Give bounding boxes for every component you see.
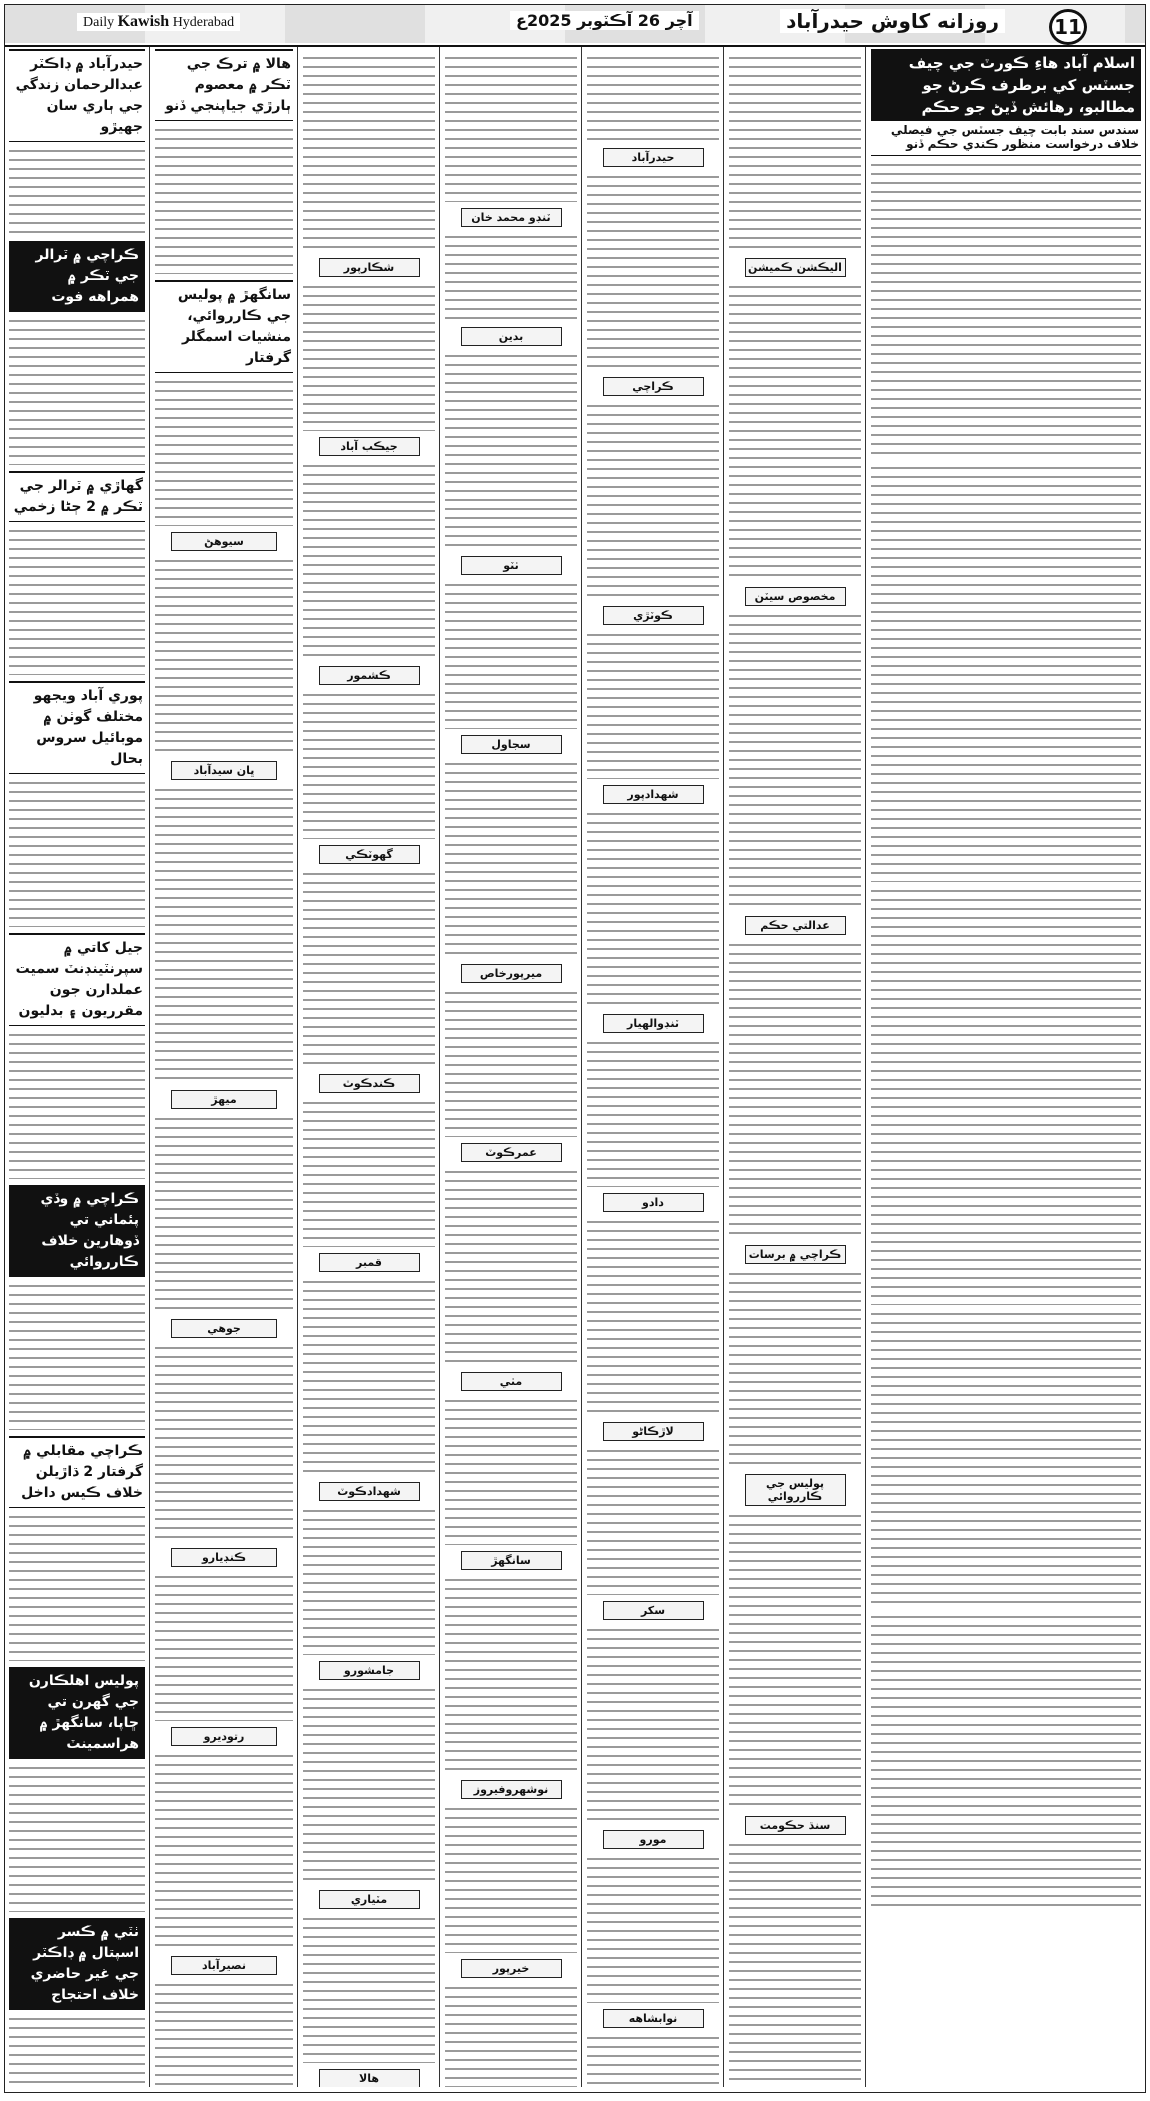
news-text bbox=[445, 1166, 577, 1366]
news-headline: ڪراچي مقابلي ۾ گرفتار 2 ڌاڙيلن خلاف ڪيس داخل bbox=[9, 1436, 145, 1508]
news-text bbox=[303, 52, 435, 252]
news-label: اليڪشن ڪميشن bbox=[745, 258, 846, 277]
column-6 bbox=[151, 47, 297, 2087]
news-headline: حيدرآباد ۾ ڊاڪٽر عبدالرحمان زندگي جي ٻاري سان جهيڙو bbox=[9, 49, 145, 142]
column-7 bbox=[5, 47, 149, 2087]
news-headline: ڪراچي ۾ وڏي پئماني تي ڏوهارين خلاف ڪارروائي bbox=[9, 1185, 145, 1277]
news-text bbox=[445, 1395, 577, 1545]
news-label: ٽنڊوالهيار bbox=[603, 1014, 704, 1033]
news-label: ڪشمور bbox=[319, 666, 420, 685]
news-text bbox=[445, 1574, 577, 1774]
news-headline: هالا ۾ ترڪ جي ٽڪر ۾ معصوم ٻارڙي جياپنجي ڏنو bbox=[155, 49, 293, 121]
news-text bbox=[445, 350, 577, 550]
english-prefix: Daily bbox=[83, 15, 115, 30]
news-label: خيرپور bbox=[461, 1959, 562, 1978]
news-text bbox=[303, 1276, 435, 1476]
news-label: جامشورو bbox=[319, 1661, 420, 1680]
column-rule bbox=[865, 47, 866, 2087]
news-text bbox=[729, 52, 861, 252]
news-label: سنڌ حڪومت bbox=[745, 1816, 846, 1835]
news-text bbox=[587, 1037, 719, 1187]
news-text bbox=[587, 400, 719, 600]
news-text bbox=[587, 1445, 719, 1595]
news-text bbox=[729, 281, 861, 581]
news-label: سانگهڙ bbox=[461, 1551, 562, 1570]
news-headline: جيل کاتي ۾ سپرنٽينڊنٽ سميت عملدارن جون مقرريون ۽ بدليون bbox=[9, 933, 145, 1026]
news-label: مٺي bbox=[461, 1372, 562, 1391]
news-headline: پوليس اهلڪارن جي گهرن تي ڇاپا، سانگهڙ ۾ هراسمينٽ bbox=[9, 1667, 145, 1759]
news-label: عدالتي حڪم bbox=[745, 916, 846, 935]
news-label: مخصوص سيٽن bbox=[745, 587, 846, 606]
column-lead bbox=[867, 47, 1145, 2087]
news-label: لاڙڪاڻو bbox=[603, 1422, 704, 1441]
column-rule bbox=[297, 47, 298, 2087]
news-text bbox=[303, 689, 435, 839]
news-text bbox=[9, 1762, 145, 1912]
news-label: گهوٽڪي bbox=[319, 845, 420, 864]
news-label: ڪراچي ۾ برسات bbox=[745, 1245, 846, 1264]
column-4 bbox=[441, 47, 581, 2087]
english-city: Hyderabad bbox=[172, 15, 235, 30]
column-5 bbox=[299, 47, 439, 2087]
news-headline: پوري آباد ويجهو مختلف گوٺن ۾ موبائيل سروس بحال bbox=[9, 681, 145, 774]
newspaper-page bbox=[4, 4, 1146, 2093]
news-text bbox=[9, 777, 145, 927]
news-text bbox=[9, 1029, 145, 1179]
masthead-title: روزانه کاوش حيدرآباد bbox=[780, 9, 1005, 33]
news-label: حيدرآباد bbox=[603, 148, 704, 167]
lead-body-text bbox=[871, 1611, 1141, 1911]
column-rule bbox=[581, 47, 582, 2087]
news-label: ميرپورخاص bbox=[461, 964, 562, 983]
news-text bbox=[155, 784, 293, 1084]
news-label: ڀان سيدآباد bbox=[171, 761, 277, 780]
news-text bbox=[445, 231, 577, 321]
page-number: 11 bbox=[1049, 9, 1087, 45]
issue-date: آچر 26 آڪٽوبر 2025ع bbox=[510, 11, 699, 30]
news-label: نوابشاهه bbox=[603, 2009, 704, 2028]
news-text bbox=[303, 1684, 435, 1884]
news-label: سجاول bbox=[461, 735, 562, 754]
column-2 bbox=[725, 47, 865, 2087]
news-text bbox=[729, 1268, 861, 1468]
news-label: ڪندڪوٽ bbox=[319, 1074, 420, 1093]
news-text bbox=[729, 610, 861, 910]
news-label: جيڪب آباد bbox=[319, 437, 420, 456]
column-3 bbox=[583, 47, 723, 2087]
news-label: قمبر bbox=[319, 1253, 420, 1272]
news-label: شهدادڪوٽ bbox=[319, 1482, 420, 1501]
news-text bbox=[445, 1803, 577, 1953]
news-text bbox=[729, 1839, 861, 2087]
news-label: پوليس جي ڪارروائي bbox=[745, 1474, 846, 1506]
lead-body-text bbox=[871, 159, 1141, 459]
news-label: ميهڙ bbox=[171, 1090, 277, 1109]
news-text bbox=[155, 1979, 293, 2087]
news-text bbox=[9, 145, 145, 235]
news-text bbox=[155, 1342, 293, 1542]
news-text bbox=[587, 808, 719, 1008]
news-text bbox=[155, 1750, 293, 1950]
news-text bbox=[303, 1913, 435, 2063]
news-label: ڪنڊيارو bbox=[171, 1548, 277, 1567]
news-text bbox=[445, 987, 577, 1137]
lead-deck: سندس سند بابت چيف جسٽس جي فيصلي خلاف درخواست منظور ڪندي حڪم ڏنو bbox=[871, 121, 1141, 156]
news-text bbox=[729, 939, 861, 1239]
news-text bbox=[9, 2013, 145, 2087]
news-label: شهدادپور bbox=[603, 785, 704, 804]
news-text bbox=[155, 555, 293, 755]
news-text bbox=[729, 1510, 861, 1810]
news-text bbox=[9, 1511, 145, 1661]
news-text bbox=[587, 629, 719, 779]
news-text bbox=[155, 1113, 293, 1313]
lead-headline: اسلام آباد هاءِ ڪورٽ جي چيف جسٽس کي برطرف ڪرڻ جو مطالبو، رهائش ڏيڻ جو حڪم bbox=[871, 49, 1141, 121]
news-label: ٺٽو bbox=[461, 556, 562, 575]
news-text bbox=[445, 758, 577, 958]
news-label: سکر bbox=[603, 1601, 704, 1620]
news-label: هالا bbox=[319, 2069, 420, 2087]
news-text bbox=[155, 376, 293, 526]
column-rule bbox=[149, 47, 150, 2087]
news-headline: سانگهڙ ۾ پوليس جي ڪارروائي، منشيات اسمگلر گرفتار bbox=[155, 280, 293, 373]
lead-body-text bbox=[871, 885, 1141, 1305]
news-label: مورو bbox=[603, 1830, 704, 1849]
news-text bbox=[303, 1505, 435, 1655]
news-label: رتوديرو bbox=[171, 1727, 277, 1746]
news-label: مٽياري bbox=[319, 1890, 420, 1909]
news-text bbox=[9, 525, 145, 675]
lead-body-text bbox=[871, 462, 1141, 882]
news-label: جوهي bbox=[171, 1319, 277, 1338]
news-text bbox=[587, 1216, 719, 1416]
news-label: نصيرآباد bbox=[171, 1956, 277, 1975]
news-text bbox=[9, 315, 145, 465]
news-text bbox=[587, 171, 719, 371]
news-text bbox=[445, 579, 577, 729]
news-label: نوشهروفيروز bbox=[461, 1780, 562, 1799]
news-text bbox=[9, 1280, 145, 1430]
news-headline: ڪراچي ۾ ٽرالر جي ٽڪر ۾ همراهه فوت bbox=[9, 241, 145, 312]
column-rule bbox=[439, 47, 440, 2087]
news-label: دادو bbox=[603, 1193, 704, 1212]
news-label: عمرڪوٽ bbox=[461, 1143, 562, 1162]
news-text bbox=[587, 1624, 719, 1824]
english-name: Kawish bbox=[117, 13, 170, 30]
news-text bbox=[303, 460, 435, 660]
news-label: سيوهڻ bbox=[171, 532, 277, 551]
english-masthead bbox=[77, 13, 240, 31]
news-text bbox=[303, 281, 435, 431]
news-text bbox=[155, 124, 293, 274]
news-text bbox=[155, 1571, 293, 1721]
column-rule bbox=[723, 47, 724, 2087]
news-text bbox=[445, 1982, 577, 2087]
news-text bbox=[445, 52, 577, 202]
news-label: شڪارپور bbox=[319, 258, 420, 277]
news-text bbox=[587, 52, 719, 142]
page-header bbox=[5, 5, 1145, 47]
news-label: ٽنڊو محمد خان bbox=[461, 208, 562, 227]
news-text bbox=[587, 2032, 719, 2087]
news-text bbox=[303, 1097, 435, 1247]
news-text bbox=[587, 1853, 719, 2003]
news-label: بدين bbox=[461, 327, 562, 346]
news-label: ڪراچي bbox=[603, 377, 704, 396]
lead-body-text bbox=[871, 1308, 1141, 1608]
news-text bbox=[303, 868, 435, 1068]
news-label: ڪوٽڙي bbox=[603, 606, 704, 625]
news-headline: گهاڙي ۾ ٽرالر جي ٽڪر ۾ 2 ڄڻا زخمي bbox=[9, 471, 145, 522]
news-headline: ٺٽي ۾ ڪسر اسپتال ۾ ڊاڪٽر جي غير حاضري خلاف احتجاج bbox=[9, 1918, 145, 2010]
